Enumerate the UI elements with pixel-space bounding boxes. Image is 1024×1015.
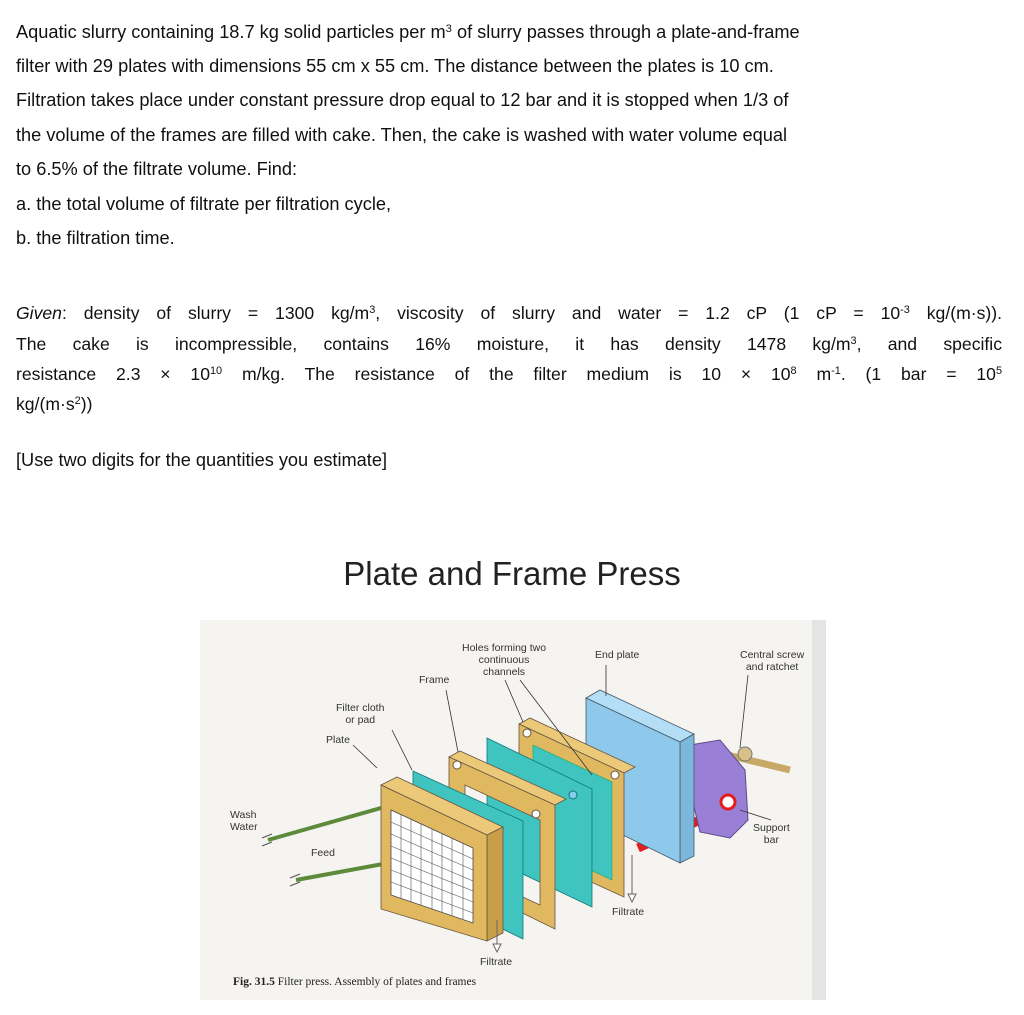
text: . (1 bar = 10 — [840, 364, 996, 384]
text: Aquatic slurry containing 18.7 kg solid particles per m — [16, 22, 446, 42]
given-line — [16, 394, 1002, 415]
superscript: 3 — [369, 304, 376, 316]
text: )) — [80, 394, 93, 414]
superscript: -3 — [900, 304, 910, 316]
figure-caption — [233, 976, 476, 988]
problem-line: the volume of the frames are filled with cake. Then, the cake is washed with water volume equal — [16, 125, 788, 145]
filter-press-diagram — [200, 620, 826, 1000]
superscript: 2 — [74, 395, 81, 407]
scan-edge — [812, 620, 826, 1000]
problem-line: to 6.5% of the filtrate volume. Find: — [16, 159, 298, 179]
text: resistance 2.3 × 10 — [16, 364, 210, 384]
label-support-bar: Support bar — [753, 822, 790, 846]
question-b: b. the filtration time. — [16, 228, 175, 248]
text: , and specific — [856, 334, 1002, 354]
label-filtrate-right: Filtrate — [612, 906, 645, 918]
ratchet — [738, 747, 752, 761]
label-wash-water: Wash Water — [230, 809, 258, 833]
text: m — [796, 364, 832, 384]
superscript: 5 — [995, 365, 1003, 377]
text: m/kg. The resistance of the filter medium is 10 × 10 — [222, 364, 791, 384]
problem-line: filter with 29 plates with dimensions 55 cm x 55 cm. The distance between the plates is 10 cm. — [16, 56, 774, 76]
label-feed: Feed — [311, 847, 335, 859]
label-central-screw: Central screw and ratchet — [740, 649, 805, 673]
caption-number: Fig. 31.5 — [233, 976, 275, 988]
figure-title: Plate and Frame Press — [343, 555, 681, 592]
text: kg/(m·s)). — [909, 303, 1002, 323]
text: of slurry passes through a plate-and-frame — [451, 22, 800, 42]
superscript: -1 — [831, 365, 841, 377]
label-plate: Plate — [326, 734, 350, 746]
superscript: 3 — [445, 22, 452, 35]
instruction-note: [Use two digits for the quantities you estimate] — [16, 450, 388, 470]
label-filtrate-bottom: Filtrate — [480, 956, 513, 968]
given-line — [16, 303, 1002, 324]
superscript: 3 — [850, 335, 857, 347]
given-line — [16, 364, 1002, 385]
given-label: Given — [16, 303, 62, 323]
problem-line: Filtration takes place under constant pressure drop equal to 12 bar and it is stopped when 1/3 of — [16, 90, 789, 110]
text: kg/(m·s — [16, 394, 75, 414]
label-frame: Frame — [419, 674, 450, 686]
caption-text: Filter press. Assembly of plates and frames — [274, 976, 477, 988]
bar-socket — [721, 795, 735, 809]
label-filter-cloth: Filter cloth or pad — [336, 702, 385, 726]
superscript: 8 — [790, 365, 797, 377]
question-a: a. the total volume of filtrate per filtration cycle, — [16, 194, 392, 214]
given-line — [16, 334, 1002, 355]
label-end-plate: End plate — [595, 649, 640, 661]
label-holes: Holes forming two continuous channels — [462, 642, 547, 678]
problem-line — [16, 22, 800, 43]
text: The cake is incompressible, contains 16% moisture, it has density 1478 kg/m — [16, 334, 851, 354]
superscript: 10 — [209, 365, 223, 377]
text: , viscosity of slurry and water = 1.2 cP (1 cP = 10 — [375, 303, 901, 323]
text: : density of slurry = 1300 kg/m — [61, 303, 370, 323]
